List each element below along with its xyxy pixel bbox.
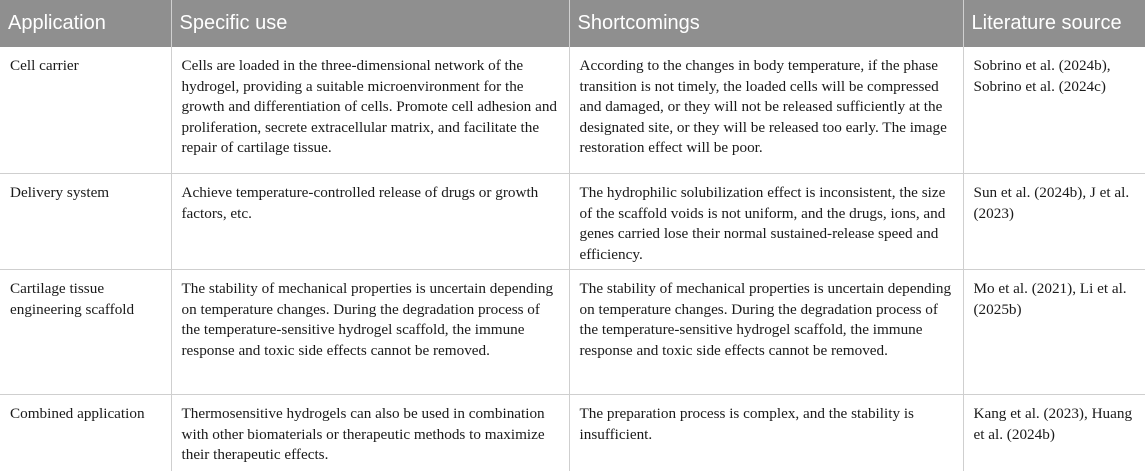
cell-literature-source: Kang et al. (2023), Huang et al. (2024b): [963, 395, 1145, 471]
header-shortcomings: Shortcomings: [569, 0, 963, 47]
cell-shortcomings: The hydrophilic solubilization effect is inconsistent, the size of the scaffold voids is not uniform, and the drugs, ions, and genes carried lose their normal sustained-release speed and efficiency.: [569, 174, 963, 270]
cell-application: Cartilage tissue engineering scaffold: [0, 270, 171, 395]
table-row: [0, 270, 1145, 395]
cell-specific-use: Thermosensitive hydrogels can also be used in combination with other biomaterials or therapeutic methods to maximize their therapeutic effects.: [171, 395, 569, 471]
header-application: Application: [0, 0, 171, 47]
cell-application: Delivery system: [0, 174, 171, 270]
header-row: [0, 0, 1145, 47]
cell-shortcomings: The preparation process is complex, and the stability is insufficient.: [569, 395, 963, 471]
table-body: [0, 47, 1145, 471]
cell-literature-source: Mo et al. (2021), Li et al. (2025b): [963, 270, 1145, 395]
table-row: [0, 395, 1145, 471]
header-literature-source: Literature source: [963, 0, 1145, 47]
cell-literature-source: Sun et al. (2024b), J et al. (2023): [963, 174, 1145, 270]
cell-literature-source: Sobrino et al. (2024b), Sobrino et al. (2024c): [963, 47, 1145, 174]
cell-application: Cell carrier: [0, 47, 171, 174]
cell-shortcomings: The stability of mechanical properties is uncertain depending on temperature changes. During the degradation process of the temperature-sensitive hydrogel scaffold, the immune response and toxic side effects cannot be removed.: [569, 270, 963, 395]
table-header: [0, 0, 1145, 47]
cell-specific-use: Achieve temperature-controlled release of drugs or growth factors, etc.: [171, 174, 569, 270]
cell-shortcomings: According to the changes in body temperature, if the phase transition is not timely, the loaded cells will be compressed and damaged, or they will not be released sufficiently at the designated site, or they will be released too early. The image restoration effect will be poor.: [569, 47, 963, 174]
cell-application: Combined application: [0, 395, 171, 471]
table-row: [0, 47, 1145, 174]
table-row: [0, 174, 1145, 270]
header-specific-use: Specific use: [171, 0, 569, 47]
cell-specific-use: Cells are loaded in the three-dimensional network of the hydrogel, providing a suitable microenvironment for the growth and differentiation of cells. Promote cell adhesion and proliferation, secrete extracellular matrix, and facilitate the repair of cartilage tissue.: [171, 47, 569, 174]
cell-specific-use: The stability of mechanical properties is uncertain depending on temperature changes. During the degradation process of the temperature-sensitive hydrogel scaffold, the immune response and toxic side effects cannot be removed.: [171, 270, 569, 395]
